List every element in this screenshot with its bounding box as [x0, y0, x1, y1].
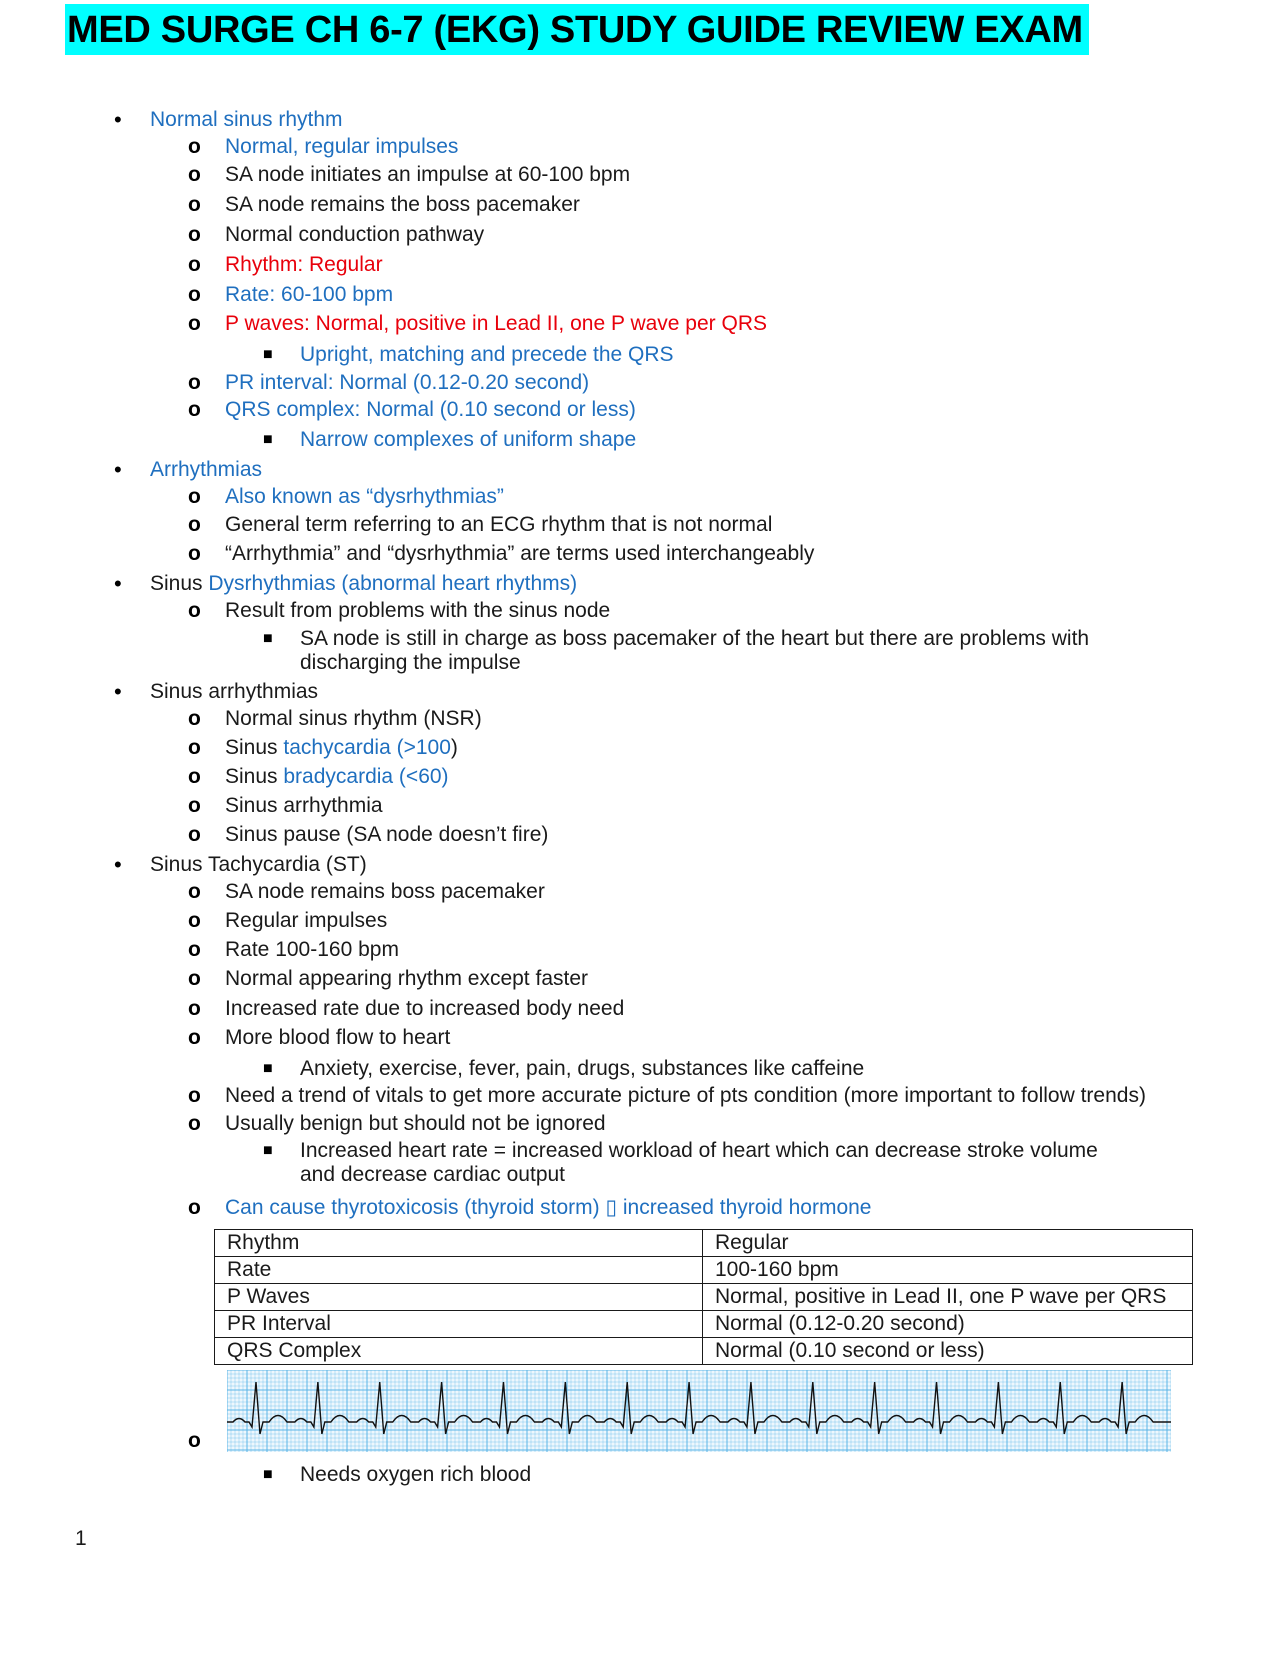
sub-marker: o — [188, 1196, 201, 1219]
list-item — [150, 571, 577, 597]
list-item: Need a trend of vitals to get more accurate picture of pts condition (more important to follow trends) — [225, 1084, 1146, 1107]
table-row — [215, 1338, 1193, 1365]
sub-marker: o — [188, 880, 201, 903]
row-label: QRS Complex — [215, 1338, 703, 1365]
sub-marker: o — [188, 1026, 201, 1049]
row-label: PR Interval — [215, 1311, 703, 1338]
list-item: Sinus pause (SA node doesn’t fire) — [225, 823, 549, 846]
list-item: Narrow complexes of uniform shape — [300, 428, 637, 451]
sub-marker: o — [188, 765, 201, 788]
subsub-marker: ■ — [263, 630, 273, 647]
row-value: Normal, positive in Lead II, one P wave per QRS — [703, 1284, 1193, 1311]
sub-marker: o — [188, 823, 201, 846]
sub-marker: o — [188, 312, 201, 335]
sub-marker: o — [188, 967, 201, 990]
list-item-continued: and decrease cardiac output — [300, 1163, 566, 1186]
subsub-marker: ■ — [263, 1466, 273, 1483]
list-item: SA node remains boss pacemaker — [225, 880, 545, 903]
subsub-marker: ■ — [263, 1142, 273, 1159]
list-item: QRS complex: Normal (0.10 second or less) — [225, 398, 636, 421]
sub-marker: o — [188, 1084, 201, 1107]
sub-marker: o — [188, 135, 201, 158]
sub-marker: o — [188, 938, 201, 961]
list-item: General term referring to an ECG rhythm that is not normal — [225, 513, 773, 536]
sub-marker: o — [188, 707, 201, 730]
page-title: MED SURGE CH 6-7 (EKG) STUDY GUIDE REVIEW EXAM — [65, 4, 1089, 55]
list-item: PR interval: Normal (0.12-0.20 second) — [225, 371, 590, 394]
sub-marker: o — [188, 223, 201, 246]
subsub-marker: ■ — [263, 431, 273, 448]
list-item: Sinus arrhythmias — [150, 680, 319, 703]
list-item: Rate: 60-100 bpm — [225, 283, 394, 306]
row-value: 100-160 bpm — [703, 1257, 1193, 1284]
bullet-marker: • — [114, 571, 122, 596]
list-item: More blood flow to heart — [225, 1026, 451, 1049]
bullet-marker: • — [114, 852, 122, 877]
list-item: SA node remains the boss pacemaker — [225, 193, 580, 216]
list-item: Rate 100-160 bpm — [225, 938, 399, 961]
list-item: Upright, matching and precede the QRS — [300, 343, 674, 366]
list-item: Usually benign but should not be ignored — [225, 1112, 606, 1135]
sub-marker: o — [188, 283, 201, 306]
list-item: SA node initiates an impulse at 60-100 bpm — [225, 163, 631, 186]
sub-marker: o — [188, 398, 201, 421]
sub-marker: o — [188, 163, 201, 186]
sub-marker: o — [188, 1429, 201, 1452]
list-item: Anxiety, exercise, fever, pain, drugs, substances like caffeine — [300, 1057, 865, 1080]
list-item: P waves: Normal, positive in Lead II, one P wave per QRS — [225, 312, 767, 335]
table-row — [215, 1284, 1193, 1311]
sub-marker: o — [188, 253, 201, 276]
list-item: Normal sinus rhythm — [150, 108, 343, 131]
list-item — [225, 735, 458, 761]
sub-marker: o — [188, 371, 201, 394]
bullet-marker: • — [114, 679, 122, 704]
sub-marker: o — [188, 599, 201, 622]
sub-marker: o — [188, 1112, 201, 1135]
subsub-marker: ■ — [263, 1060, 273, 1077]
list-item: Result from problems with the sinus node — [225, 599, 611, 622]
list-item: Can cause thyrotoxicosis (thyroid storm) ▯ increased thyroid hormone — [225, 1196, 872, 1219]
row-label: Rhythm — [215, 1230, 703, 1257]
list-item: Rhythm: Regular — [225, 253, 383, 276]
list-item — [225, 764, 449, 790]
list-item: Normal conduction pathway — [225, 223, 485, 246]
text-run: bradycardia (<60) — [283, 765, 449, 788]
rhythm-summary-table — [214, 1229, 1193, 1365]
sub-marker: o — [188, 542, 201, 565]
list-item: Normal, regular impulses — [225, 135, 459, 158]
list-item: Normal appearing rhythm except faster — [225, 967, 588, 990]
list-item: Increased rate due to increased body need — [225, 997, 625, 1020]
list-item: Arrhythmias — [150, 458, 263, 481]
row-value: Normal (0.12-0.20 second) — [703, 1311, 1193, 1338]
page-number: 1 — [75, 1527, 87, 1550]
bullet-marker: • — [114, 107, 122, 132]
sub-marker: o — [188, 997, 201, 1020]
list-item: Sinus Tachycardia (ST) — [150, 853, 367, 876]
text-run: Dysrhythmias (abnormal heart rhythms) — [208, 572, 578, 595]
bullet-marker: • — [114, 457, 122, 482]
list-item: Also known as “dysrhythmias” — [225, 485, 504, 508]
row-label: P Waves — [215, 1284, 703, 1311]
list-item: SA node is still in charge as boss pacemaker of the heart but there are problems with — [300, 627, 1090, 650]
text-run: Sinus — [225, 736, 284, 759]
sub-marker: o — [188, 193, 201, 216]
sub-marker: o — [188, 736, 201, 759]
row-value: Regular — [703, 1230, 1193, 1257]
table-row — [215, 1311, 1193, 1338]
list-item: Sinus arrhythmia — [225, 794, 383, 817]
sub-marker: o — [188, 485, 201, 508]
table-row — [215, 1230, 1193, 1257]
table-row — [215, 1257, 1193, 1284]
text-run: Sinus — [150, 572, 209, 595]
ekg-strip — [227, 1370, 1171, 1452]
text-run: Sinus — [225, 765, 284, 788]
list-item: Normal sinus rhythm (NSR) — [225, 707, 482, 730]
list-item: Regular impulses — [225, 909, 388, 932]
sub-marker: o — [188, 909, 201, 932]
text-run: tachycardia (>100 — [283, 736, 451, 759]
list-item: Needs oxygen rich blood — [300, 1463, 532, 1486]
row-value: Normal (0.10 second or less) — [703, 1338, 1193, 1365]
sub-marker: o — [188, 794, 201, 817]
list-item-continued: discharging the impulse — [300, 651, 521, 674]
subsub-marker: ■ — [263, 346, 273, 363]
sub-marker: o — [188, 513, 201, 536]
list-item: “Arrhythmia” and “dysrhythmia” are terms used interchangeably — [225, 542, 815, 565]
row-label: Rate — [215, 1257, 703, 1284]
list-item: Increased heart rate = increased workload of heart which can decrease stroke volume — [300, 1139, 1098, 1162]
text-run: ) — [450, 736, 458, 759]
